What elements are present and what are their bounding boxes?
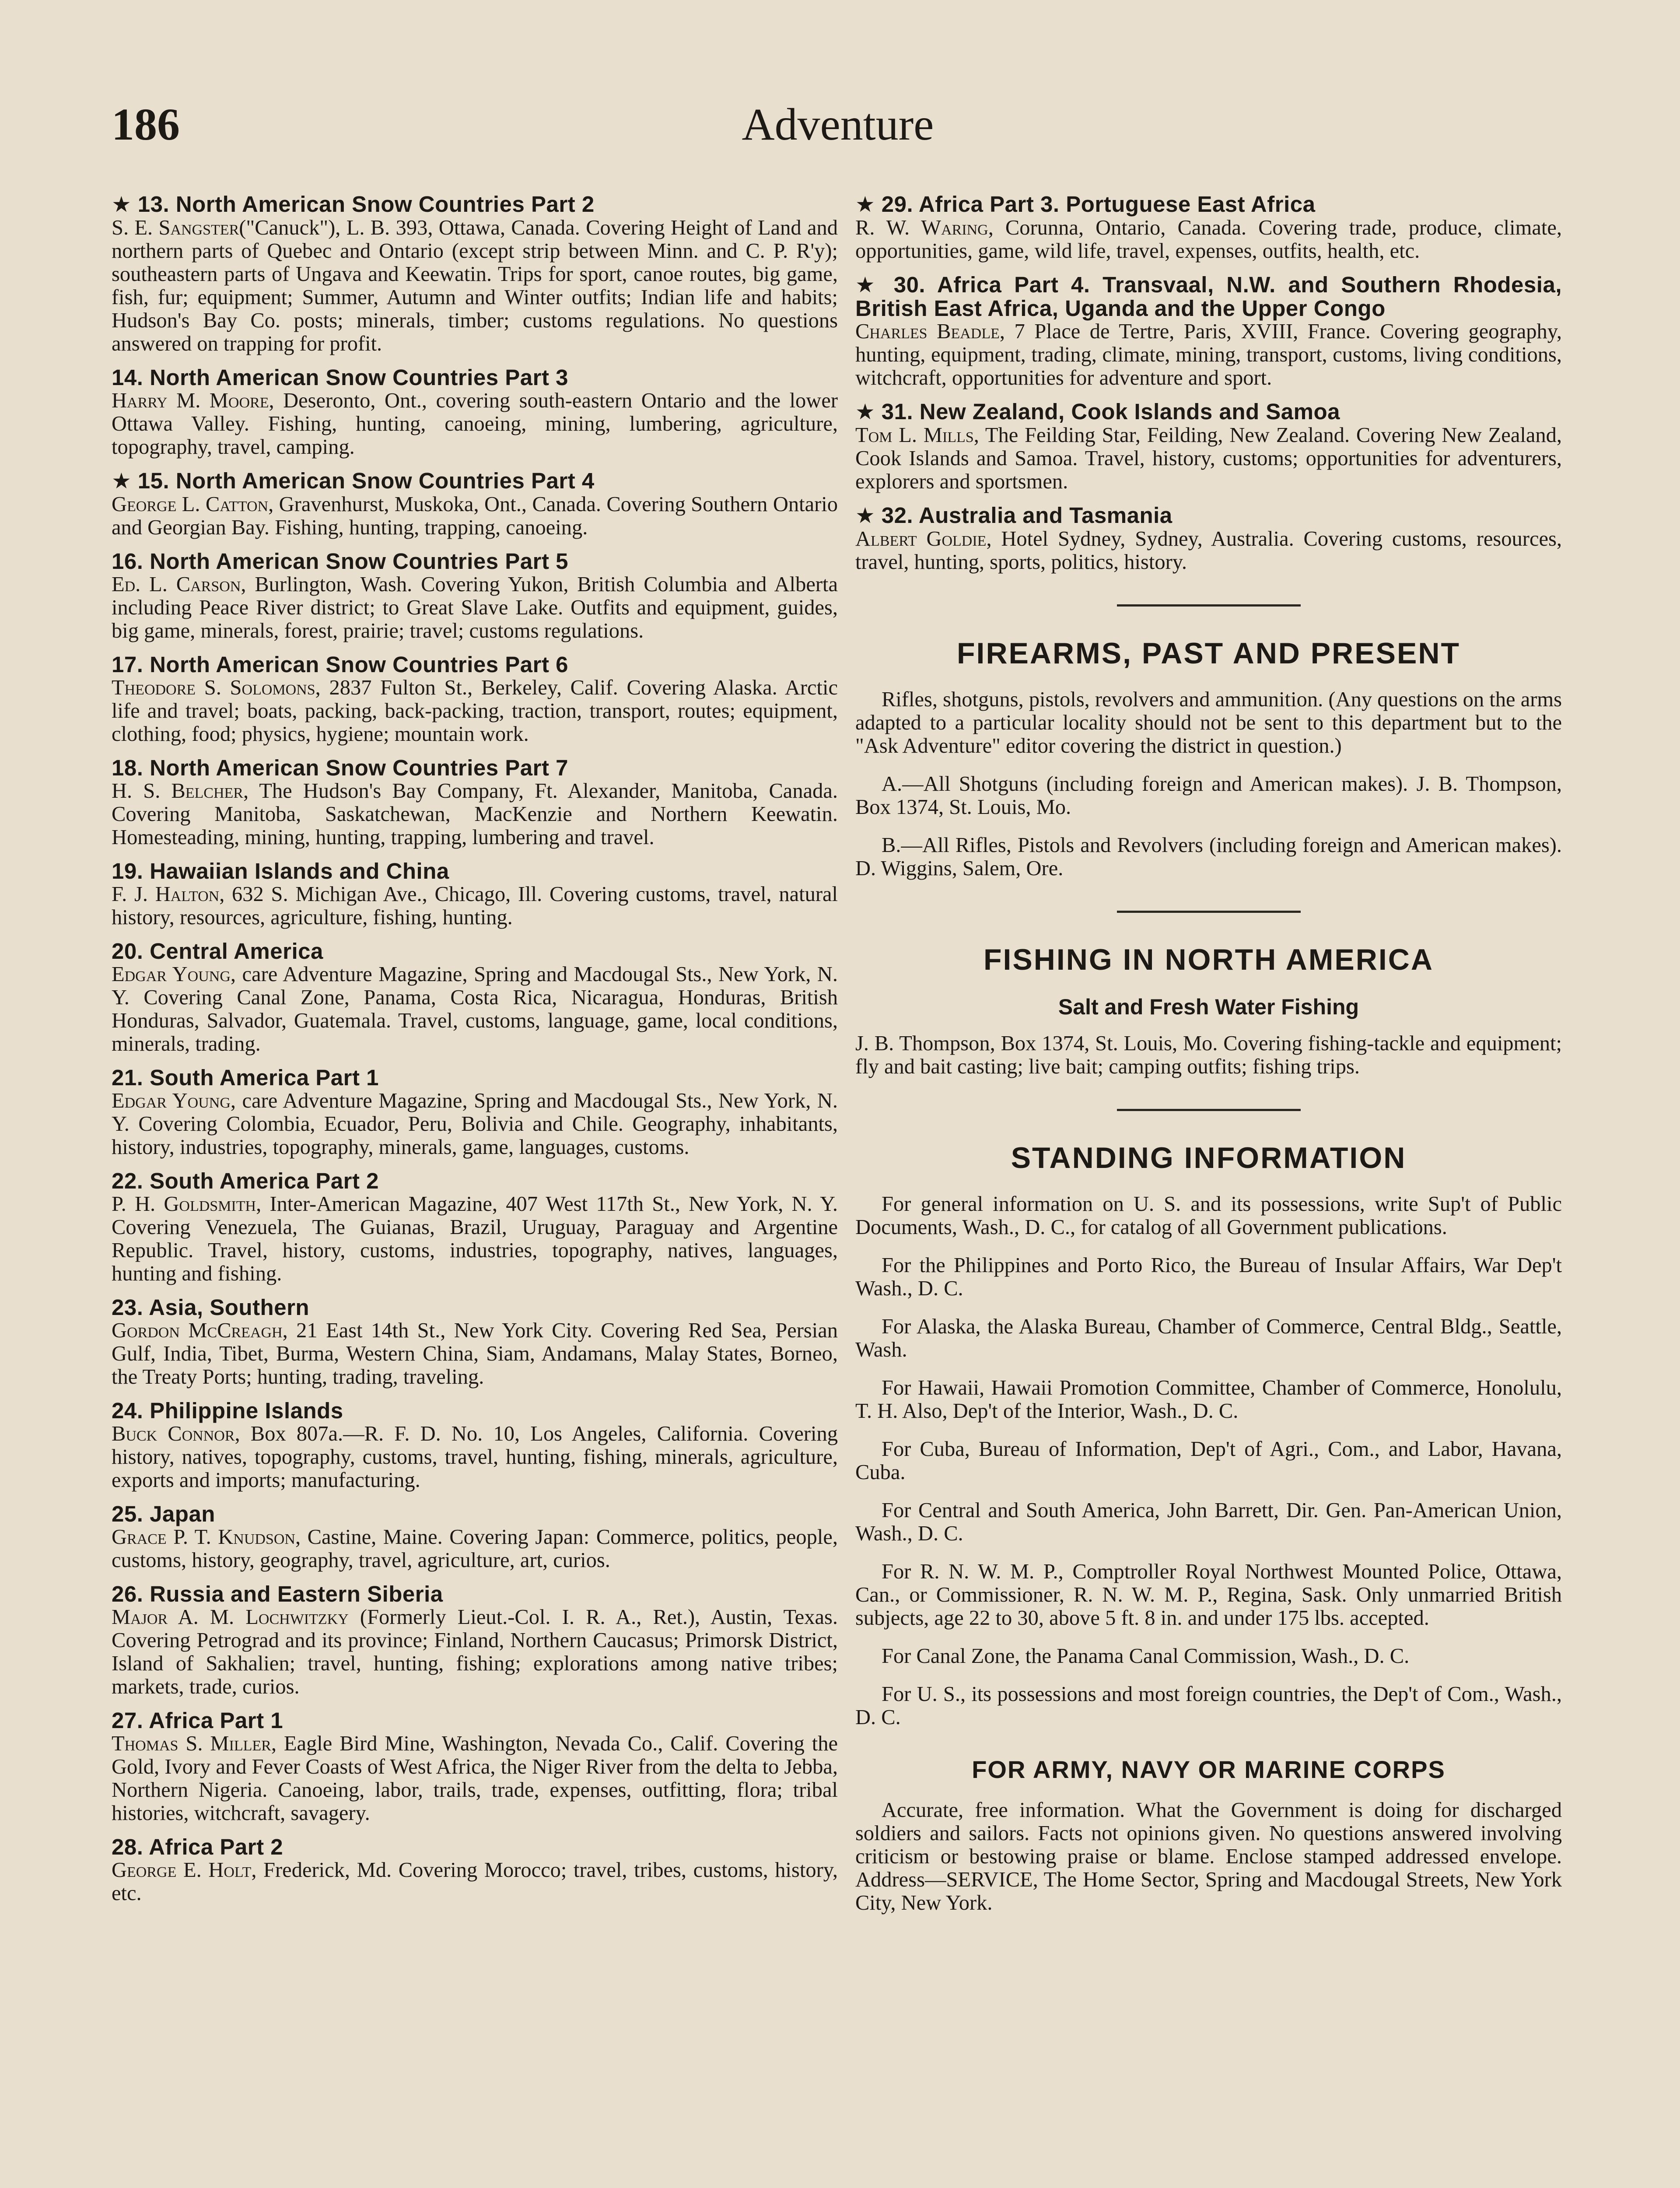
entry-text: , Box 807a.—R. F. D. No. 10, Los Angeles, California. Covering history, natives, topography, customs, travel, hunting, fishing, minerals, agriculture, exports and imports; manufacturing.: [112, 1422, 838, 1492]
fishing-heading: FISHING IN NORTH AMERICA: [983, 943, 1434, 976]
standing-paragraph: For R. N. W. M. P., Comptroller Royal Northwest Mounted Police, Ottawa, Can., or Commissioner, R. N. W. M. P., Regina, Sask. Only unmarried British subjects, age 22 to 30, above 5 ft. 8 in. and under 175 lbs. accepted.: [855, 1560, 1562, 1630]
standing-paragraph: For the Philippines and Porto Rico, the Bureau of Insular Affairs, War Dep't Wash., D. C.: [855, 1254, 1562, 1300]
editor-entry: [112, 859, 838, 929]
page-number: 186: [112, 99, 180, 150]
entry-editor: George L. Catton: [112, 493, 269, 516]
entry-title: [855, 504, 1562, 527]
entry-body: [112, 216, 838, 355]
entry-title-text: 27. Africa Part 1: [112, 1708, 284, 1733]
entry-title-text: 30. Africa Part 4. Transvaal, N.W. and Southern Rhodesia, British East Africa, Uganda and the Upper Congo: [855, 272, 1562, 321]
entry-editor: Edgar Young: [112, 963, 231, 986]
section-divider: [1117, 604, 1301, 607]
entry-text: , Corunna, Ontario, Canada. Covering trade, produce, climate, opportunities, game, wild life, travel, expenses, outfits, health, etc.: [855, 216, 1562, 263]
entry-editor: Gordon McCreagh: [112, 1319, 283, 1342]
editor-entry: [112, 550, 838, 642]
army-heading: FOR ARMY, NAVY OR MARINE CORPS: [972, 1756, 1446, 1783]
firearms-heading: FIREARMS, PAST AND PRESENT: [957, 637, 1460, 670]
entry-title-text: 25. Japan: [112, 1501, 215, 1526]
entry-body: [112, 1319, 838, 1389]
editor-entry: [112, 653, 838, 746]
entry-title: [112, 1835, 838, 1858]
entry-text: , 2837 Fulton St., Berkeley, Calif. Covering Alaska. Arctic life and travel; boats, packing, back-packing, traction, transport, routes; equipment, clothing, food; physics, hygiene; mountain work.: [112, 676, 838, 746]
entry-body: [112, 573, 838, 642]
entry-text: , The Feilding Star, Feilding, New Zealand. Covering New Zealand, Cook Islands and Samoa. Travel, history, customs; opportunities for adventurers, explorers and sportsmen.: [855, 424, 1562, 493]
entry-title-text: 28. Africa Part 2: [112, 1834, 284, 1859]
entry-text: , 7 Place de Tertre, Paris, XVIII, France. Covering geography, hunting, equipment, trading, climate, mining, transport, customs, living conditions, witchcraft, opportunities for adventure and sport.: [855, 320, 1562, 389]
entry-title-text: 17. North American Snow Countries Part 6: [112, 652, 569, 677]
editor-entry: [112, 1296, 838, 1389]
entry-title-text: 22. South America Part 2: [112, 1168, 379, 1193]
editor-entry: [855, 193, 1562, 263]
editor-entry: [855, 504, 1562, 574]
entry-title-text: 15. North American Snow Countries Part 4: [137, 468, 595, 493]
editor-entry: [112, 366, 838, 459]
standing-heading: STANDING INFORMATION: [1011, 1141, 1407, 1175]
entry-body: [112, 883, 838, 929]
standing-paragraph: For Central and South America, John Barrett, Dir. Gen. Pan-American Union, Wash., D. C.: [855, 1499, 1562, 1545]
entry-editor: Ed. L. Carson: [112, 573, 241, 596]
editor-entry: [112, 1835, 838, 1905]
entry-title-text: 16. North American Snow Countries Part 5: [112, 549, 569, 574]
entry-editor: F. J. Halton: [112, 883, 220, 906]
entry-text: ("Canuck"), L. B. 393, Ottawa, Canada. Covering Height of Land and northern parts of Quebec and Ontario (except strip between Minn. and C. P. R'y); southeastern parts of Ungava and Keewatin. Trips for sport, canoe routes, big game, fish, fur; equipment; Summer, Autumn and Winter outfits; Indian life and habits; Hudson's Bay Co. posts; minerals, timber; customs regulations. No questions answered on trapping for profit.: [112, 216, 838, 355]
entry-title: [112, 1502, 838, 1525]
standing-information: [855, 1192, 1562, 1729]
entry-title: [112, 469, 838, 493]
standing-paragraph: For Hawaii, Hawaii Promotion Committee, Chamber of Commerce, Honolulu, T. H. Also, Dep't of the Interior, Wash., D. C.: [855, 1376, 1562, 1423]
entry-editor: Theodore S. Solomons: [112, 676, 315, 699]
entry-body: [112, 1525, 838, 1572]
entry-title: [112, 550, 838, 573]
editor-entry: [112, 1169, 838, 1285]
entry-body: [112, 1606, 838, 1698]
star-icon: ★: [855, 400, 882, 424]
standing-paragraph: For U. S., its possessions and most foreign countries, the Dep't of Com., Wash., D. C.: [855, 1683, 1562, 1729]
editor-entry: [112, 1066, 838, 1159]
entry-body: [855, 320, 1562, 389]
section-divider: [1117, 1109, 1301, 1111]
entry-body: [112, 389, 838, 459]
entry-title-text: 19. Hawaiian Islands and China: [112, 859, 449, 884]
right-column: [855, 193, 1562, 1929]
entry-editor: Albert Goldie: [855, 527, 987, 551]
entry-title-text: 24. Philippine Islands: [112, 1398, 343, 1423]
star-icon: ★: [112, 469, 138, 493]
entry-editor: Major A. M. Lochwitzky: [112, 1606, 349, 1629]
firearms-intro: Rifles, shotguns, pistols, revolvers and ammunition. (Any questions on the arms adapted to a particular locality should not be sent to this department but to the "Ask Adventure" editor covering the district in question.): [855, 688, 1562, 757]
standing-paragraph: For general information on U. S. and its possessions, write Sup't of Public Documents, Wash., D. C., for catalog of all Government publications.: [855, 1192, 1562, 1239]
star-icon: ★: [855, 192, 882, 217]
entry-text: , Eagle Bird Mine, Washington, Nevada Co., Calif. Covering the Gold, Ivory and Fever Coasts of West Africa, the Niger River from the delta to Jebba, Northern Nigeria. Canoeing, labor, trails, trade, expenses, outfitting, flora; tribal histories, witchcraft, savagery.: [112, 1732, 838, 1825]
standing-paragraph: For Canal Zone, the Panama Canal Commission, Wash., D. C.: [882, 1645, 1410, 1668]
entry-title-text: 26. Russia and Eastern Siberia: [112, 1581, 443, 1606]
entry-text: , care Adventure Magazine, Spring and Macdougal Sts., New York, N. Y. Covering Canal Zone, Panama, Costa Rica, Nicaragua, Honduras, British Honduras, Salvador, Guatemala. Travel, customs, language, game, local conditions, minerals, trading.: [112, 963, 838, 1055]
left-column: [112, 193, 838, 1915]
editor-entry: [112, 1709, 838, 1825]
entry-body: [112, 676, 838, 746]
entry-text: , Castine, Maine. Covering Japan: Commerce, politics, people, customs, history, geography, travel, agriculture, art, curios.: [112, 1525, 838, 1572]
entry-title: [112, 1399, 838, 1422]
entry-title: [112, 366, 838, 389]
entry-text: , The Hudson's Bay Company, Ft. Alexander, Manitoba, Canada. Covering Manitoba, Saskatchewan, MacKenzie and Northern Keewatin. Homesteading, mining, hunting, trapping, lumbering and travel.: [112, 779, 838, 849]
entry-title: [112, 1066, 838, 1089]
entry-body: [112, 1732, 838, 1825]
entry-text: , Inter-American Magazine, 407 West 117th St., New York, N. Y. Covering Venezuela, The Guianas, Brazil, Uruguay, Paraguay and Argentine Republic. Travel, history, customs, industries, topography, natives, languages, hunting and fishing.: [112, 1192, 838, 1285]
editor-entry: [112, 1399, 838, 1492]
entry-title-text: 31. New Zealand, Cook Islands and Samoa: [881, 399, 1340, 424]
entry-title-text: 29. Africa Part 3. Portuguese East Africa: [881, 192, 1316, 217]
star-icon: ★: [855, 273, 894, 297]
section-divider: [1117, 911, 1301, 913]
entry-text: , Deseronto, Ont., covering south-eastern Ontario and the lower Ottawa Valley. Fishing, hunting, canoeing, mining, lumbering, agriculture, topography, travel, camping.: [112, 389, 838, 459]
entry-text: , Frederick, Md. Covering Morocco; travel, tribes, customs, history, etc.: [112, 1858, 838, 1905]
entry-editor: Thomas S. Miller: [112, 1732, 271, 1755]
entry-editor: Grace P. T. Knudson: [112, 1525, 295, 1549]
entry-editor: R. W. Waring: [855, 216, 988, 239]
entry-title: [112, 1709, 838, 1732]
entry-body: [112, 1089, 838, 1159]
firearms-shotguns: A.—All Shotguns (including foreign and American makes). J. B. Thompson, Box 1374, St. Louis, Mo.: [855, 772, 1562, 819]
entry-title-text: 21. South America Part 1: [112, 1065, 379, 1090]
entry-title: [112, 859, 838, 883]
entry-text: , Burlington, Wash. Covering Yukon, British Columbia and Alberta including Peace River district; to Great Slave Lake. Outfits and equipment, guides, big game, minerals, forest, prairie; travel; customs regulations.: [112, 573, 838, 642]
editor-entry: [855, 400, 1562, 493]
entry-title-text: 23. Asia, Southern: [112, 1295, 310, 1320]
fishing-body: J. B. Thompson, Box 1374, St. Louis, Mo. Covering fishing-tackle and equipment; fly and bait casting; live bait; camping outfits; fishing trips.: [855, 1032, 1562, 1078]
editor-entry: [112, 1582, 838, 1698]
entry-body: [112, 779, 838, 849]
editor-entry: [855, 273, 1562, 389]
entry-editor: Charles Beadle: [855, 320, 1000, 343]
entry-title-text: 14. North American Snow Countries Part 3: [112, 365, 569, 390]
entry-title: [855, 273, 1562, 320]
entry-editor: H. S. Belcher: [112, 779, 243, 803]
entry-body: [112, 1422, 838, 1492]
entry-body: [112, 493, 838, 539]
entry-editor: Harry M. Moore: [112, 389, 269, 412]
entry-title: [112, 193, 838, 216]
entry-title: [112, 1169, 838, 1192]
entry-editor: Buck Connor: [112, 1422, 235, 1445]
entry-editor: Edgar Young: [112, 1089, 231, 1112]
entry-body: [112, 1192, 838, 1285]
entry-title-text: 20. Central America: [112, 939, 323, 964]
entry-editor: Tom L. Mills: [855, 424, 974, 447]
entry-title: [112, 653, 838, 676]
entry-title-text: 32. Australia and Tasmania: [881, 503, 1172, 528]
entry-title: [855, 193, 1562, 216]
entry-text: , Gravenhurst, Muskoka, Ont., Canada. Covering Southern Ontario and Georgian Bay. Fishing, hunting, trapping, canoeing.: [112, 493, 838, 539]
page-title: Adventure: [742, 99, 934, 150]
editor-entry: [112, 756, 838, 849]
standing-paragraph: For Alaska, the Alaska Bureau, Chamber of Commerce, Central Bldg., Seattle, Wash.: [855, 1315, 1562, 1361]
entry-title: [112, 940, 838, 963]
entry-body: [855, 527, 1562, 574]
editor-entry: [112, 940, 838, 1055]
entry-text: , 632 S. Michigan Ave., Chicago, Ill. Covering customs, travel, natural history, resources, agriculture, fishing, hunting.: [112, 883, 838, 929]
editor-entry: [112, 469, 838, 539]
entry-title: [112, 1582, 838, 1606]
entry-title: [855, 400, 1562, 424]
entry-editor: S. E. Sangster: [112, 216, 239, 239]
entry-title: [112, 756, 838, 779]
entry-editor: George E. Holt: [112, 1858, 252, 1882]
entry-title-text: 18. North American Snow Countries Part 7: [112, 755, 569, 780]
entry-editor: P. H. Goldsmith: [112, 1192, 256, 1216]
entry-text: , care Adventure Magazine, Spring and Macdougal Sts., New York, N. Y. Covering Colombia, Ecuador, Peru, Bolivia and Chile. Geography, inhabitants, history, industries, topography, minerals, game, languages, customs.: [112, 1089, 838, 1159]
entry-body: [855, 424, 1562, 493]
editor-entry: [112, 1502, 838, 1572]
army-body: Accurate, free information. What the Government is doing for discharged soldiers and sailors. Facts not opinions given. No questions answered involving criticism or bestowing praise or blame. Enclose stamped addressed envelope. Address—SERVICE, The Home Sector, Spring and Macdougal Streets, New York City, New York.: [855, 1799, 1562, 1914]
entry-title: [112, 1296, 838, 1319]
entry-body: [112, 963, 838, 1055]
entry-body: [112, 1858, 838, 1905]
entry-text: , 21 East 14th St., New York City. Covering Red Sea, Persian Gulf, India, Tibet, Burma, Western China, Siam, Andamans, Malay States, Borneo, the Treaty Ports; hunting, trading, traveling.: [112, 1319, 838, 1389]
star-icon: ★: [855, 503, 882, 528]
standing-paragraph: For Cuba, Bureau of Information, Dep't of Agri., Com., and Labor, Havana, Cuba.: [855, 1438, 1562, 1484]
star-icon: ★: [112, 192, 138, 217]
fishing-subheading: Salt and Fresh Water Fishing: [1058, 995, 1359, 1019]
entry-body: [855, 216, 1562, 263]
entry-title-text: 13. North American Snow Countries Part 2: [137, 192, 595, 217]
firearms-rifles: B.—All Rifles, Pistols and Revolvers (including foreign and American makes). D. Wiggins, Salem, Ore.: [855, 834, 1562, 880]
editor-entry: [112, 193, 838, 355]
entry-text: (Formerly Lieut.-Col. I. R. A., Ret.), Austin, Texas. Covering Petrograd and its province; Finland, Northern Caucasus; Primorsk District, Island of Sakhalien; travel, hunting, fishing; explorations among native tribes; markets, trade, curios.: [112, 1606, 838, 1698]
right-entries: [855, 193, 1562, 574]
entry-text: , Hotel Sydney, Sydney, Australia. Covering customs, resources, travel, hunting, sports, politics, history.: [855, 527, 1562, 574]
page-header: [112, 98, 1564, 164]
